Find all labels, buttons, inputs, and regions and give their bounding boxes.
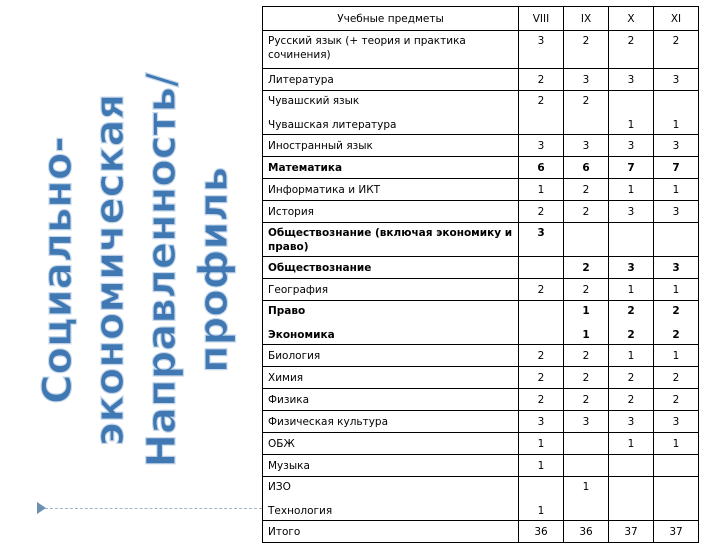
hours-cell: 3 — [654, 69, 699, 91]
hours-cell: 2 — [654, 389, 699, 411]
vertical-title-svg — [0, 0, 262, 540]
subject-text: Экономика — [268, 329, 335, 341]
table-row — [263, 31, 699, 69]
subject-text: ИЗО — [268, 481, 291, 493]
curriculum-table — [262, 6, 699, 543]
hours-cell: 1 — [654, 179, 699, 201]
hours-value: 2 — [627, 329, 635, 341]
hours-cell: 1 — [609, 179, 654, 201]
hours-value — [569, 504, 603, 518]
table-row — [263, 179, 699, 201]
hours-cell: 3 — [609, 411, 654, 433]
hours-cell: 1 — [654, 345, 699, 367]
table-row — [263, 477, 699, 521]
hours-cell: 2 — [654, 31, 699, 69]
hours-cell: 1 — [519, 433, 564, 455]
table-row — [263, 279, 699, 301]
hours-cell — [564, 433, 609, 455]
hours-cell: 7 — [609, 157, 654, 179]
table-row — [263, 411, 699, 433]
hours-value: 1 — [672, 119, 680, 131]
hours-value — [524, 480, 558, 494]
hours-cell: 3 — [654, 135, 699, 157]
subject-cell: Математика — [263, 157, 519, 179]
title-line-2: экономическая — [87, 93, 133, 447]
table-row — [263, 389, 699, 411]
hours-cell: 3 — [519, 31, 564, 69]
triangle-bullet-icon — [37, 502, 46, 514]
hours-cell — [609, 301, 654, 345]
table-row — [263, 201, 699, 223]
subject-cell: Музыка — [263, 455, 519, 477]
hours-cell — [654, 91, 699, 135]
hours-value — [569, 118, 603, 132]
title-line-1: Социально- — [35, 136, 81, 404]
hours-cell: 2 — [564, 345, 609, 367]
hours-cell — [654, 455, 699, 477]
subject-cell — [263, 301, 519, 345]
title-line-3: Направленность/ — [139, 72, 185, 468]
subject-cell: Физическая культура — [263, 411, 519, 433]
hours-cell: 7 — [654, 157, 699, 179]
hours-cell: 2 — [519, 389, 564, 411]
hours-cell: 1 — [519, 179, 564, 201]
hours-cell: 1 — [609, 345, 654, 367]
table-row — [263, 69, 699, 91]
subject-text: Чувашская литература — [268, 119, 397, 131]
table-row — [263, 433, 699, 455]
hours-cell: 2 — [564, 257, 609, 279]
header-cell: XI — [654, 7, 699, 31]
subject-cell: Физика — [263, 389, 519, 411]
hours-value — [659, 504, 693, 518]
hours-cell: 3 — [519, 223, 564, 257]
hours-cell: 2 — [564, 201, 609, 223]
subject-text: Чувашский язык — [268, 95, 360, 107]
table-row — [263, 367, 699, 389]
hours-value: 2 — [627, 305, 635, 317]
subject-cell: История — [263, 201, 519, 223]
hours-value: 1 — [537, 505, 545, 517]
hours-cell — [564, 477, 609, 521]
hours-value: 2 — [672, 329, 680, 341]
hours-value — [524, 328, 558, 342]
hours-value — [524, 304, 558, 318]
hours-cell: 1 — [654, 279, 699, 301]
header-cell: X — [609, 7, 654, 31]
hours-cell — [564, 301, 609, 345]
table-row — [263, 345, 699, 367]
hours-cell: 1 — [519, 455, 564, 477]
hours-cell: 6 — [564, 157, 609, 179]
hours-cell: 36 — [564, 521, 609, 543]
subject-cell: Литература — [263, 69, 519, 91]
hours-cell: 2 — [519, 69, 564, 91]
subject-cell: Иностранный язык — [263, 135, 519, 157]
hours-cell: 37 — [654, 521, 699, 543]
hours-cell: 1 — [609, 279, 654, 301]
header-cell: IX — [564, 7, 609, 31]
subject-cell — [263, 477, 519, 521]
hours-cell: 2 — [609, 31, 654, 69]
hours-cell: 2 — [564, 367, 609, 389]
hours-cell: 2 — [654, 367, 699, 389]
hours-cell — [654, 301, 699, 345]
divider-line — [40, 508, 262, 509]
subject-cell — [263, 91, 519, 135]
hours-cell — [654, 477, 699, 521]
hours-cell: 3 — [654, 257, 699, 279]
hours-value — [614, 94, 648, 108]
hours-cell — [609, 455, 654, 477]
hours-value: 2 — [672, 305, 680, 317]
hours-cell: 2 — [609, 389, 654, 411]
subject-cell: Русский язык (+ теория и практика сочинения) — [263, 31, 519, 69]
subject-cell: Биология — [263, 345, 519, 367]
hours-cell: 6 — [519, 157, 564, 179]
hours-cell — [609, 477, 654, 521]
hours-cell — [519, 257, 564, 279]
hours-cell: 2 — [564, 279, 609, 301]
vertical-title — [0, 0, 262, 540]
hours-cell: 1 — [609, 433, 654, 455]
hours-cell: 3 — [519, 411, 564, 433]
hours-cell — [609, 91, 654, 135]
subject-text: Право — [268, 305, 306, 317]
hours-value — [614, 480, 648, 494]
table-row — [263, 223, 699, 257]
subject-cell: Информатика и ИКТ — [263, 179, 519, 201]
subject-cell: Обществознание — [263, 257, 519, 279]
hours-cell: 2 — [519, 345, 564, 367]
table-row — [263, 455, 699, 477]
hours-cell: 2 — [564, 179, 609, 201]
hours-value: 1 — [582, 329, 590, 341]
hours-cell — [654, 223, 699, 257]
hours-value: 1 — [627, 119, 635, 131]
hours-value: 1 — [582, 305, 590, 317]
hours-cell — [609, 223, 654, 257]
hours-value — [524, 118, 558, 132]
hours-cell: 3 — [609, 135, 654, 157]
hours-cell: 3 — [654, 201, 699, 223]
subject-cell: ОБЖ — [263, 433, 519, 455]
hours-cell — [564, 223, 609, 257]
hours-cell: 3 — [609, 69, 654, 91]
hours-cell: 3 — [654, 411, 699, 433]
table-row — [263, 301, 699, 345]
hours-cell: 3 — [609, 257, 654, 279]
hours-cell: 36 — [519, 521, 564, 543]
hours-cell: 3 — [564, 69, 609, 91]
subject-cell: Итого — [263, 521, 519, 543]
hours-cell: 2 — [519, 201, 564, 223]
hours-cell — [519, 301, 564, 345]
hours-cell — [519, 91, 564, 135]
hours-cell: 1 — [654, 433, 699, 455]
hours-cell: 3 — [564, 135, 609, 157]
title-line-4: профиль — [191, 166, 237, 374]
subject-cell: География — [263, 279, 519, 301]
hours-cell: 2 — [519, 367, 564, 389]
hours-cell: 2 — [564, 31, 609, 69]
hours-cell: 37 — [609, 521, 654, 543]
subject-text: Технология — [268, 505, 333, 517]
subject-cell: Химия — [263, 367, 519, 389]
table-row — [263, 135, 699, 157]
hours-cell — [519, 477, 564, 521]
hours-cell — [564, 455, 609, 477]
subject-cell: Обществознание (включая экономику и право) — [263, 223, 519, 257]
hours-cell — [564, 91, 609, 135]
header-cell: Учебные предметы — [263, 7, 519, 31]
table-row — [263, 91, 699, 135]
hours-cell: 2 — [609, 367, 654, 389]
table-row — [263, 157, 699, 179]
hours-cell: 3 — [564, 411, 609, 433]
hours-cell: 3 — [609, 201, 654, 223]
header-cell: VIII — [519, 7, 564, 31]
hours-value: 2 — [582, 95, 590, 107]
table-row — [263, 257, 699, 279]
hours-value — [659, 480, 693, 494]
table-header-row — [263, 7, 699, 31]
hours-cell: 3 — [519, 135, 564, 157]
hours-cell: 2 — [564, 389, 609, 411]
hours-value: 2 — [537, 95, 545, 107]
hours-value — [614, 504, 648, 518]
hours-cell: 2 — [519, 279, 564, 301]
hours-value: 1 — [582, 481, 590, 493]
hours-value — [659, 94, 693, 108]
table-row — [263, 521, 699, 543]
